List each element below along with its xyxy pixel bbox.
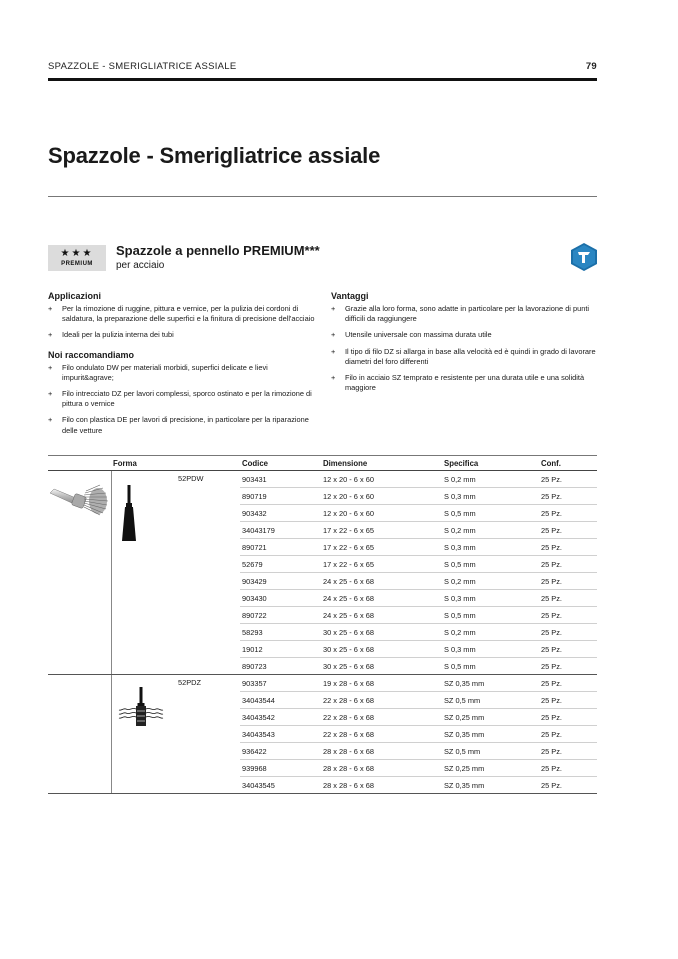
table-row: 58293 30 x 25 - 6 x 68 S 0,2 mm 25 Pz. (240, 624, 597, 641)
left-column (48, 290, 320, 442)
pdw-brush-shape-icon (118, 485, 140, 543)
running-title: SPAZZOLE - SMERIGLIATRICE ASSIALE (48, 61, 237, 72)
type-label: 52PDW (178, 474, 204, 483)
header-dimensione: Dimensione (323, 459, 368, 468)
brand-logo-icon (571, 243, 597, 271)
table-row: 890719 12 x 20 - 6 x 60 S 0,3 mm 25 Pz. (240, 488, 597, 505)
list-item: + Grazie alla loro forma, sono adatte in particolare per la lavorazione di punti difficili da raggiungere (331, 304, 590, 324)
table-row: 34043543 22 x 28 - 6 x 68 SZ 0,35 mm 25 Pz. (240, 726, 597, 743)
group-divider (111, 675, 112, 793)
raccomandiamo-heading: Noi raccomandiamo (48, 349, 135, 360)
table-row: 34043545 28 x 28 - 6 x 68 SZ 0,35 mm 25 Pz. (242, 781, 562, 790)
vantaggi-list (331, 304, 597, 393)
group-rows (240, 471, 597, 674)
title-rule (48, 196, 597, 197)
list-item: + Filo intrecciato DZ per lavori complessi, sporco ostinato e per la rimozione di pittura o vernice (48, 389, 312, 409)
table-group-52pdw (48, 471, 597, 675)
list-item: + Utensile universale con massima durata utile (331, 330, 492, 340)
table-row: 903432 12 x 20 - 6 x 60 S 0,5 mm 25 Pz. (240, 505, 597, 522)
header-rule (48, 78, 597, 81)
wire-brush-photo-icon (48, 471, 110, 531)
product-title: Spazzole a pennello PREMIUM*** (116, 243, 320, 258)
table-row: 903431 12 x 20 - 6 x 60 S 0,2 mm 25 Pz. (240, 471, 597, 488)
vantaggi-heading: Vantaggi (331, 291, 369, 301)
list-item: + Ideali per la pulizia interna dei tubi (48, 330, 174, 340)
table-row: 903430 24 x 25 - 6 x 68 S 0,3 mm 25 Pz. (240, 590, 597, 607)
table-row: 903357 19 x 28 - 6 x 68 SZ 0,35 mm 25 Pz. (240, 675, 597, 692)
table-row: 19012 30 x 25 - 6 x 68 S 0,3 mm 25 Pz. (240, 641, 597, 658)
applicazioni-heading: Applicazioni (48, 291, 102, 301)
pdz-brush-shape-icon (118, 687, 164, 733)
header-specifica: Specifica (444, 459, 479, 468)
table-group-52pdz (48, 675, 597, 794)
table-row: 52679 17 x 22 - 6 x 65 S 0,5 mm 25 Pz. (240, 556, 597, 573)
group-divider (111, 471, 112, 674)
group-rows (240, 675, 597, 793)
table-row: 939968 28 x 28 - 6 x 68 SZ 0,25 mm 25 Pz. (240, 760, 597, 777)
table-row: 890721 17 x 22 - 6 x 65 S 0,3 mm 25 Pz. (240, 539, 597, 556)
table-row: 936422 28 x 28 - 6 x 68 SZ 0,5 mm 25 Pz. (240, 743, 597, 760)
list-item: + Il tipo di filo DZ si allarga in base alla velocità ed è quindi in grado di lavorare diametri del foro differenti (331, 346, 596, 366)
page-number: 79 (585, 61, 597, 72)
table-header (48, 456, 597, 471)
badge-stars: ★★★ (60, 248, 94, 259)
page-title: Spazzole - Smerigliatrice assiale (48, 143, 381, 168)
applicazioni-list (48, 304, 320, 341)
table-row: 890723 30 x 25 - 6 x 68 S 0,5 mm 25 Pz. (242, 662, 562, 671)
type-label: 52PDZ (178, 678, 202, 687)
product-subtitle: per acciaio (116, 260, 165, 271)
list-item: + Filo ondulato DW per materiali morbidi, superfici delicate e lievi impurit&agrave; (48, 362, 268, 382)
right-column (331, 290, 597, 399)
list-item: + Filo con plastica DE per lavori di precisione, in particolare per la riparazione delle vetture (48, 415, 309, 435)
running-header (48, 61, 597, 75)
header-forma: Forma (113, 459, 137, 468)
table-row: 34043544 22 x 28 - 6 x 68 SZ 0,5 mm 25 Pz. (240, 692, 597, 709)
header-codice: Codice (242, 459, 268, 468)
product-table (48, 455, 597, 794)
table-row: 903429 24 x 25 - 6 x 68 S 0,2 mm 25 Pz. (240, 573, 597, 590)
header-conf: Conf. (541, 459, 561, 468)
premium-badge (48, 245, 106, 271)
table-row: 890722 24 x 25 - 6 x 68 S 0,5 mm 25 Pz. (240, 607, 597, 624)
list-item: + Per la rimozione di ruggine, pittura e vernice, per la pulizia dei cordoni di saldatura, la preparazione delle superfici e la finitura di precisione dell'acciaio (48, 304, 315, 324)
raccomandiamo-list (48, 363, 320, 436)
badge-label: PREMIUM (61, 261, 93, 267)
table-row: 34043179 17 x 22 - 6 x 65 S 0,2 mm 25 Pz. (240, 522, 597, 539)
list-item: + Filo in acciaio SZ temprato e resistente per una durata utile e una solidità maggiore (331, 373, 585, 393)
table-row: 34043542 22 x 28 - 6 x 68 SZ 0,25 mm 25 Pz. (240, 709, 597, 726)
